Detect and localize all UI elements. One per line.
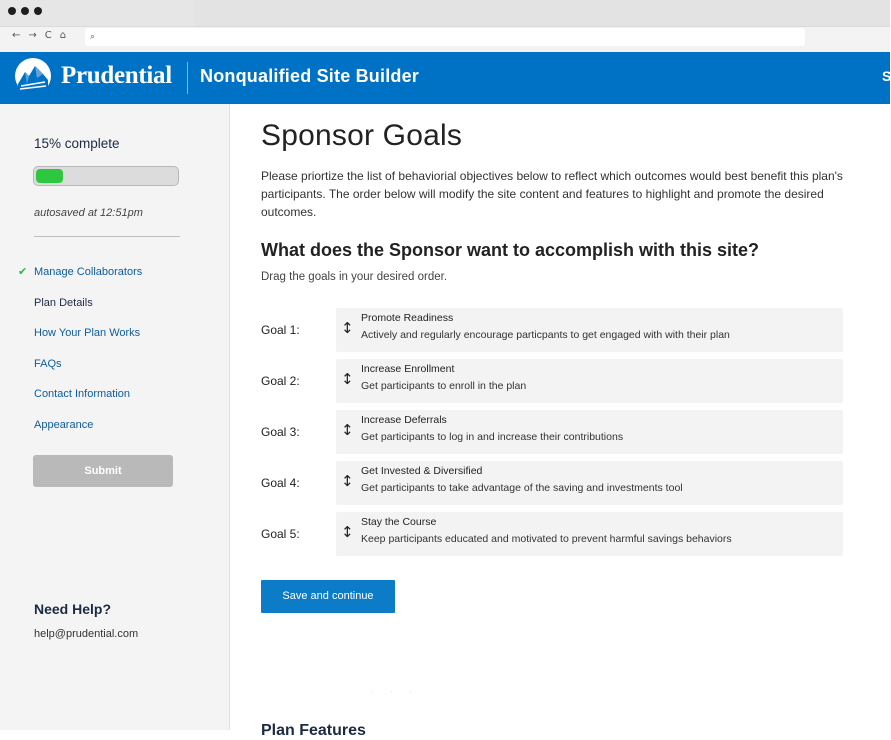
goal-number: Goal 4:	[261, 476, 300, 490]
submit-button[interactable]: Submit	[33, 455, 173, 487]
progress-bar-fill	[36, 169, 63, 183]
help-email[interactable]: help@prudential.com	[34, 628, 139, 640]
sidebar-item-label: Appearance	[34, 419, 94, 431]
reload-icon[interactable]: C	[44, 30, 52, 41]
window-controls	[8, 7, 42, 15]
goal-card[interactable]	[336, 410, 843, 454]
goal-row	[261, 461, 843, 505]
checkmark-icon: ✔	[18, 265, 28, 278]
page-title: Sponsor Goals	[261, 119, 463, 152]
app-title: Nonqualified Site Builder	[200, 66, 420, 86]
sidebar-item-how-your-plan-works[interactable]	[34, 327, 140, 339]
search-icon: ⌕	[90, 32, 96, 42]
sidebar-item-plan-details[interactable]	[34, 297, 93, 309]
home-icon[interactable]: ⌂	[59, 30, 67, 41]
sidebar-item-appearance[interactable]	[34, 419, 93, 431]
goal-description: Get participants to enroll in the plan	[361, 380, 527, 392]
back-icon[interactable]: ←	[12, 30, 21, 41]
drag-handle-icon[interactable]: ↕	[341, 370, 354, 388]
autosave-status: autosaved at 12:51pm	[34, 207, 143, 219]
progress-bar	[33, 166, 179, 186]
sidebar-item-label: FAQs	[34, 358, 62, 370]
goal-number: Goal 1:	[261, 323, 300, 337]
drag-handle-icon[interactable]: ↕	[341, 523, 354, 541]
goal-row	[261, 512, 843, 556]
browser-nav	[12, 28, 66, 44]
header-divider	[187, 62, 188, 94]
progress-label: 15% complete	[34, 136, 120, 151]
goal-description: Actively and regularly encourage particpants to get engaged with with their plan	[361, 329, 730, 341]
goal-title: Get Invested & Diversified	[361, 465, 483, 477]
faded-divider: . . .	[371, 688, 420, 694]
goal-number: Goal 5:	[261, 527, 300, 541]
drag-handle-icon[interactable]: ↕	[341, 319, 354, 337]
sidebar-item-label: Contact Information	[34, 388, 130, 400]
site-header	[0, 52, 890, 104]
goal-number: Goal 2:	[261, 374, 300, 388]
goal-row	[261, 308, 843, 352]
sidebar-item-manage-collaborators[interactable]	[18, 265, 143, 278]
goal-description: Keep participants educated and motivated to prevent harmful savings behaviors	[361, 533, 732, 545]
goal-title: Promote Readiness	[361, 312, 454, 324]
next-section-heading: Plan Features	[261, 722, 366, 739]
main-content	[231, 104, 890, 739]
close-window-button[interactable]	[8, 7, 16, 15]
goal-card[interactable]	[336, 308, 843, 352]
maximize-window-button[interactable]	[34, 7, 42, 15]
header-right-text[interactable]: S	[882, 68, 891, 84]
tab-strip	[195, 0, 890, 26]
minimize-window-button[interactable]	[21, 7, 29, 15]
page-description: Please priortize the list of behaviorial objectives below to reflect which outcomes would best benefit this plan's participants. The order below will modify the site content and features to highlight and promote the desired outcomes.	[261, 169, 843, 219]
rock-logo-icon	[15, 58, 51, 94]
goal-title: Stay the Course	[361, 516, 437, 528]
goal-row	[261, 410, 843, 454]
drag-handle-icon[interactable]: ↕	[341, 472, 354, 490]
goal-title: Increase Enrollment	[361, 363, 455, 375]
section-question: What does the Sponsor want to accomplish with this site?	[261, 240, 760, 260]
drag-instruction: Drag the goals in your desired order.	[261, 271, 448, 283]
sidebar-item-label: Manage Collaborators	[34, 266, 143, 278]
sidebar-item-label: How Your Plan Works	[34, 327, 141, 339]
goal-card[interactable]	[336, 512, 843, 556]
goal-description: Get participants to take advantage of the saving and investments tool	[361, 482, 683, 494]
browser-chrome	[0, 0, 890, 52]
goal-card[interactable]	[336, 359, 843, 403]
goal-row	[261, 359, 843, 403]
sidebar-item-contact-information[interactable]	[34, 388, 130, 400]
goal-card[interactable]	[336, 461, 843, 505]
help-heading: Need Help?	[34, 601, 112, 617]
prudential-logo[interactable]	[15, 58, 172, 94]
sidebar-item-faqs[interactable]	[34, 358, 62, 370]
sidebar-item-label: Plan Details	[34, 297, 93, 309]
address-bar[interactable]	[85, 28, 805, 46]
goal-number: Goal 3:	[261, 425, 300, 439]
drag-handle-icon[interactable]: ↕	[341, 421, 354, 439]
goal-title: Increase Deferrals	[361, 414, 447, 426]
forward-icon[interactable]: →	[28, 30, 37, 41]
goal-description: Get participants to log in and increase their contributions	[361, 431, 624, 443]
logo-wordmark: Prudential	[61, 62, 172, 89]
save-and-continue-button[interactable]: Save and continue	[261, 580, 395, 613]
sidebar	[0, 104, 230, 730]
sidebar-divider	[34, 236, 180, 237]
